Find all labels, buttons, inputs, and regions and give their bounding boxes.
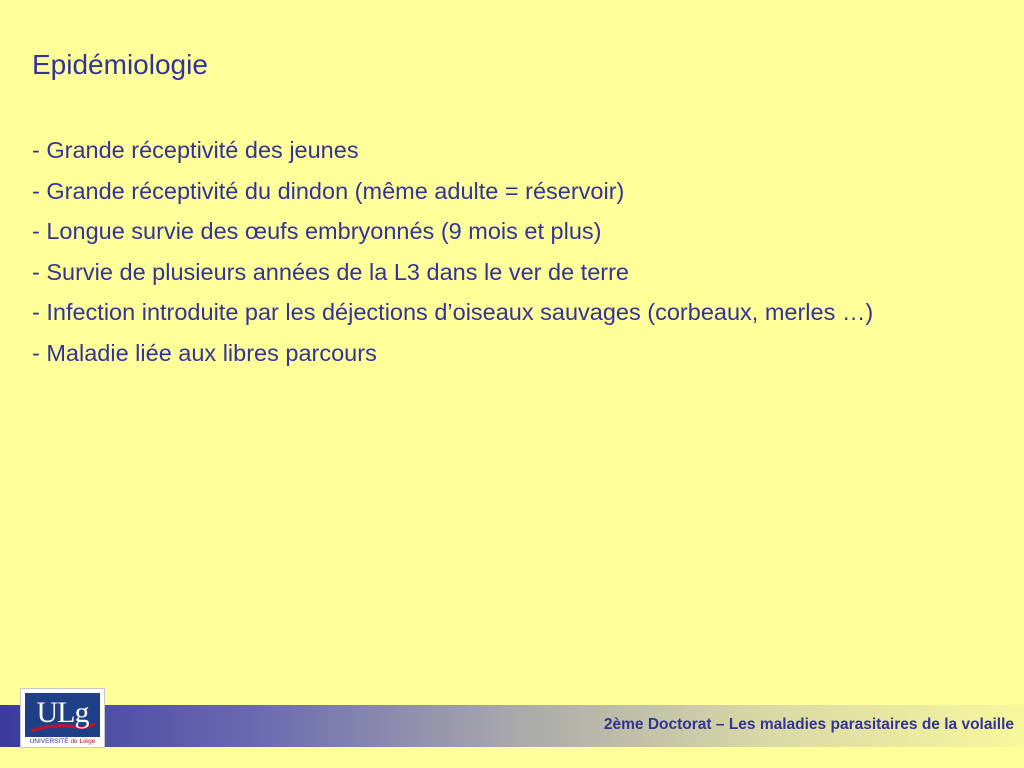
university-logo — [20, 688, 105, 748]
logo-caption-prefix: UNIVERSITÉ — [29, 738, 69, 745]
bullet-item: - Grande réceptivité des jeunes — [32, 137, 359, 163]
footer-text: 2ème Doctorat – Les maladies parasitaires de la volaille — [603, 716, 1014, 733]
bullet-item: - Survie de plusieurs années de la L3 dans le ver de terre — [32, 258, 629, 285]
logo-emblem — [25, 693, 100, 737]
logo-caption — [21, 737, 104, 746]
bullet-list — [32, 133, 992, 376]
bullet-item: - Longue survie des œufs embryonnés (9 mois et plus) — [32, 218, 602, 244]
slide-title: Epidémiologie — [32, 49, 208, 80]
bullet-item: - Infection introduite par les déjections d’oiseaux sauvages (corbeaux, merles …) — [32, 299, 874, 325]
bullet-item: - Maladie liée aux libres parcours — [32, 339, 377, 366]
bullet-item: - Grande réceptivité du dindon (même adulte = réservoir) — [32, 177, 625, 204]
logo-caption-suffix: de Liège — [70, 738, 96, 745]
logo-letters: ULg — [36, 696, 89, 729]
